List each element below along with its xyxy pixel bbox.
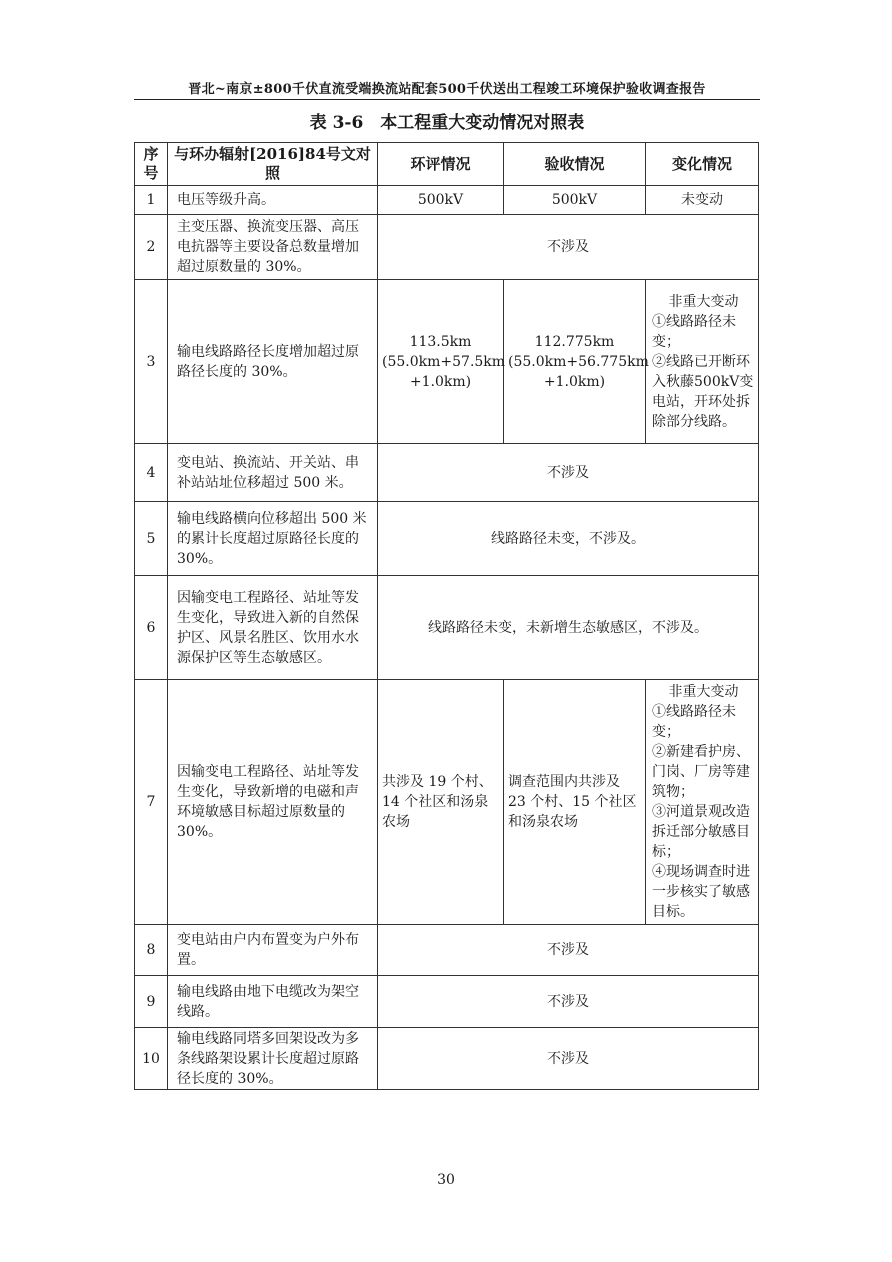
row-number: 4 xyxy=(135,444,168,502)
row-number: 1 xyxy=(135,186,168,215)
acceptance-line: +1.0km) xyxy=(543,373,606,390)
change-head: 非重大变动 xyxy=(668,293,739,310)
eia-line: 113.5km xyxy=(409,333,472,350)
row-eia xyxy=(378,280,504,444)
row-item: 输电线路由地下电缆改为架空线路。 xyxy=(168,976,378,1028)
row-number: 9 xyxy=(135,976,168,1028)
row-change xyxy=(646,280,759,444)
table-row xyxy=(135,215,759,280)
table-row xyxy=(135,444,759,502)
eia-line: (55.0km+57.5km xyxy=(382,353,506,370)
row-merged-status: 不涉及 xyxy=(378,976,759,1028)
col-header-eia: 环评情况 xyxy=(378,143,504,186)
change-line: ④现场调查时进一步核实了敏感目标。 xyxy=(652,864,750,920)
row-number: 10 xyxy=(135,1028,168,1090)
row-item: 输电线路路径长度增加超过原路径长度的 30%。 xyxy=(168,280,378,444)
acceptance-line: (55.0km+56.775km xyxy=(508,353,649,370)
row-acceptance: 调查范围内共涉及 23 个村、15 个社区和汤泉农场 xyxy=(504,680,646,925)
table-row xyxy=(135,502,759,576)
table-row xyxy=(135,576,759,680)
header-rule xyxy=(134,99,760,100)
acceptance-line: 112.775km xyxy=(534,333,615,350)
table-row xyxy=(135,280,759,444)
row-merged-status: 不涉及 xyxy=(378,215,759,280)
change-line: ③河道景观改造拆迁部分敏感目标； xyxy=(652,804,750,860)
change-line: ①线路路径未变； xyxy=(652,704,736,740)
row-item: 变电站、换流站、开关站、串补站站址位移超过 500 米。 xyxy=(168,444,378,502)
table-row xyxy=(135,186,759,215)
row-number: 5 xyxy=(135,502,168,576)
table-row xyxy=(135,1028,759,1090)
row-acceptance xyxy=(504,280,649,444)
row-eia: 500kV xyxy=(378,186,504,215)
eia-line: +1.0km) xyxy=(409,373,472,390)
change-line: ①线路路径未变； xyxy=(652,313,736,350)
row-change: 未变动 xyxy=(646,186,759,215)
row-number: 6 xyxy=(135,576,168,680)
change-head: 非重大变动 xyxy=(668,684,739,700)
row-merged-status: 不涉及 xyxy=(378,444,759,502)
col-header-no: 序号 xyxy=(135,143,168,186)
row-merged-status: 不涉及 xyxy=(378,925,759,976)
row-merged-status: 不涉及 xyxy=(378,1028,759,1090)
change-line: ②新建看护房、门岗、厂房等建筑物； xyxy=(652,744,750,800)
page-number: 30 xyxy=(437,1172,455,1188)
row-item: 输电线路横向位移超出 500 米的累计长度超过原路径长度的 30%。 xyxy=(168,502,378,576)
table-row xyxy=(135,976,759,1028)
row-item: 主变压器、换流变压器、高压电抗器等主要设备总数量增加超过原数量的 30%。 xyxy=(168,215,378,280)
col-header-acceptance: 验收情况 xyxy=(504,143,646,186)
row-change xyxy=(646,680,759,925)
row-acceptance: 500kV xyxy=(504,186,646,215)
row-eia: 共涉及 19 个村、14 个社区和汤泉农场 xyxy=(378,680,504,925)
running-header: 晋北~南京±800千伏直流受端换流站配套500千伏送出工程竣工环境保护验收调查报告 xyxy=(188,82,706,97)
row-item: 因输变电工程路径、站址等发生变化，导致进入新的自然保护区、风景名胜区、饮用水水源保护区等生态敏感区。 xyxy=(168,576,378,680)
row-number: 8 xyxy=(135,925,168,976)
row-number: 2 xyxy=(135,215,168,280)
col-header-change: 变化情况 xyxy=(646,143,759,186)
table-row xyxy=(135,680,759,925)
row-number: 3 xyxy=(135,280,168,444)
row-merged-status: 线路路径未变，未新增生态敏感区，不涉及。 xyxy=(378,576,759,680)
row-item: 电压等级升高。 xyxy=(168,186,378,215)
table-row xyxy=(135,925,759,976)
table-title: 表 3-6 本工程重大变动情况对照表 xyxy=(309,113,585,133)
col-header-item: 与环办辐射[2016]84号文对照 xyxy=(168,143,378,186)
row-merged-status: 线路路径未变，不涉及。 xyxy=(378,502,759,576)
row-item: 输电线路同塔多回架设改为多条线路架设累计长度超过原路径长度的 30%。 xyxy=(168,1028,378,1090)
row-item: 因输变电工程路径、站址等发生变化，导致新增的电磁和声环境敏感目标超过原数量的 30%。 xyxy=(168,680,378,925)
table-header-row xyxy=(135,143,759,186)
comparison-table xyxy=(134,142,759,1090)
row-number: 7 xyxy=(135,680,168,925)
change-line: ②线路已开断环入秋藤500kV变电站，开环处拆除部分线路。 xyxy=(652,353,754,430)
row-item: 变电站由户内布置变为户外布置。 xyxy=(168,925,378,976)
